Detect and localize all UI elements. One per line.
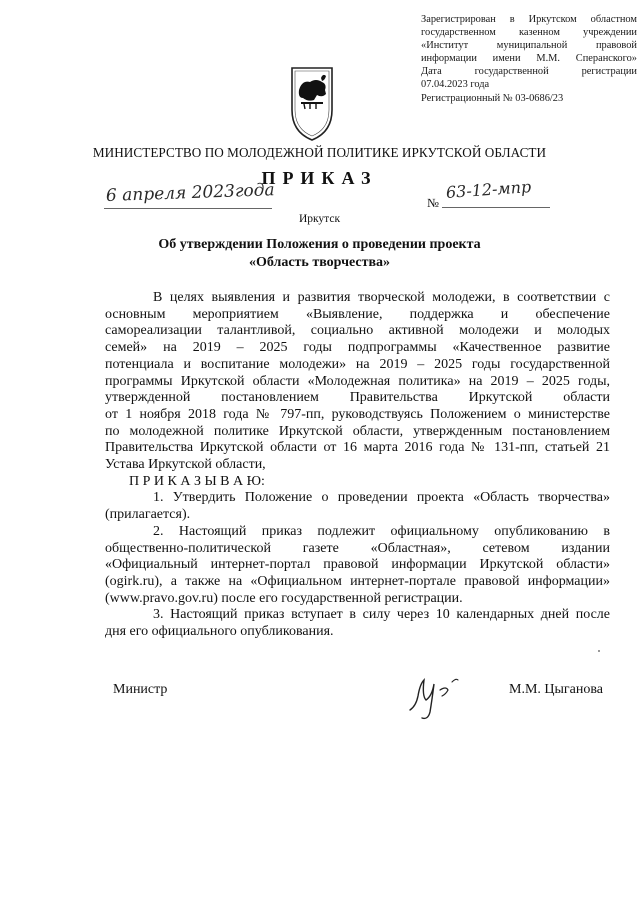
body-line: «Официальный интернет-портал правовой информации Иркутской области»: [105, 557, 610, 573]
registration-line: «Институт муниципальной правовой: [421, 40, 637, 52]
body-line: Устава Иркутской области,: [105, 457, 266, 473]
body-line: программы Иркутской области «Молодежная политика» на 2019 – 2025 годы,: [105, 373, 610, 389]
body-line: утвержденной постановлением Правительства Иркутской области: [105, 390, 610, 406]
number-sign: №: [427, 196, 439, 210]
city: Иркутск: [298, 213, 341, 225]
document-title: [0, 236, 639, 272]
body-line: от 1 ноября 2018 года № 797-пп, руководствуясь Положением о министерстве: [105, 406, 610, 422]
body-line: (ogirk.ru), а также на «Официальном интернет-портале правовой информации»: [105, 573, 610, 589]
signatory-position: Министр: [113, 682, 168, 697]
registration-line: государственном казенном учреждении: [421, 27, 637, 39]
registration-date: 07.04.2023 года: [421, 79, 490, 91]
date-underline: [104, 208, 272, 209]
signatory-name: М.М. Цыганова: [509, 682, 604, 697]
document-body: [105, 290, 610, 641]
body-line: общественно-политической газете «Областная», сетевом издании: [105, 540, 610, 556]
body-line: самореализации талантливой, социально активной молодежи и молодых: [105, 323, 610, 339]
body-line: Правительства Иркутской области от 16 марта 2016 года № 131-пп, статьей 21: [105, 440, 610, 456]
body-line: семей» на 2019 – 2025 годы подпрограммы «Качественное развитие: [105, 340, 610, 356]
body-line: по молодежной политике Иркутской области, утвержденным постановлением: [105, 423, 610, 439]
registration-number: Регистрационный № 03-0686/23: [421, 92, 564, 104]
title-line: «Область творчества»: [248, 255, 391, 270]
body-line: 3. Настоящий приказ вступает в силу через 10 календарных дней после: [153, 607, 610, 623]
registration-stamp: [421, 13, 637, 105]
ministry-name: МИНИСТЕРСТВО ПО МОЛОДЕЖНОЙ ПОЛИТИКЕ ИРКУТСКОЙ ОБЛАСТИ: [92, 145, 547, 160]
order-number-handwritten: 63-12-мпр: [445, 177, 532, 202]
registration-line: информации имени М.М. Сперанского»: [421, 53, 637, 65]
body-line: (www.pravo.gov.ru) после его государственной регистрации.: [105, 590, 463, 606]
order-keyword: П Р И К А З Ы В А Ю:: [129, 473, 265, 489]
irkutsk-coat-of-arms-icon: [286, 58, 338, 142]
order-date-handwritten: 6 апреля 2023года: [105, 180, 275, 206]
body-line: 2. Настоящий приказ подлежит официальному опубликованию в: [153, 523, 610, 539]
title-line: Об утверждении Положения о проведении проекта: [158, 237, 481, 252]
body-line: дня его официального опубликования.: [105, 624, 334, 640]
body-line: потенциала и воспитание молодежи» на 2019 – 2025 годы государственной: [105, 356, 610, 372]
document-type: ПРИКАЗ: [261, 168, 378, 188]
body-line: (прилагается).: [105, 507, 191, 523]
handwritten-signature-icon: [402, 666, 472, 722]
body-line: 1. Утвердить Положение о проведении проекта «Область творчества»: [153, 490, 610, 506]
scan-speck: [598, 650, 600, 652]
number-underline: [442, 207, 550, 208]
body-line: основным мероприятием «Выявление, поддержка и обеспечение: [105, 306, 610, 322]
registration-line: Зарегистрирован в Иркутском областном: [421, 14, 637, 25]
registration-line: Дата государственной регистрации: [421, 66, 637, 78]
body-line: В целях выявления и развития творческой молодежи, в соответствии с: [153, 290, 610, 305]
